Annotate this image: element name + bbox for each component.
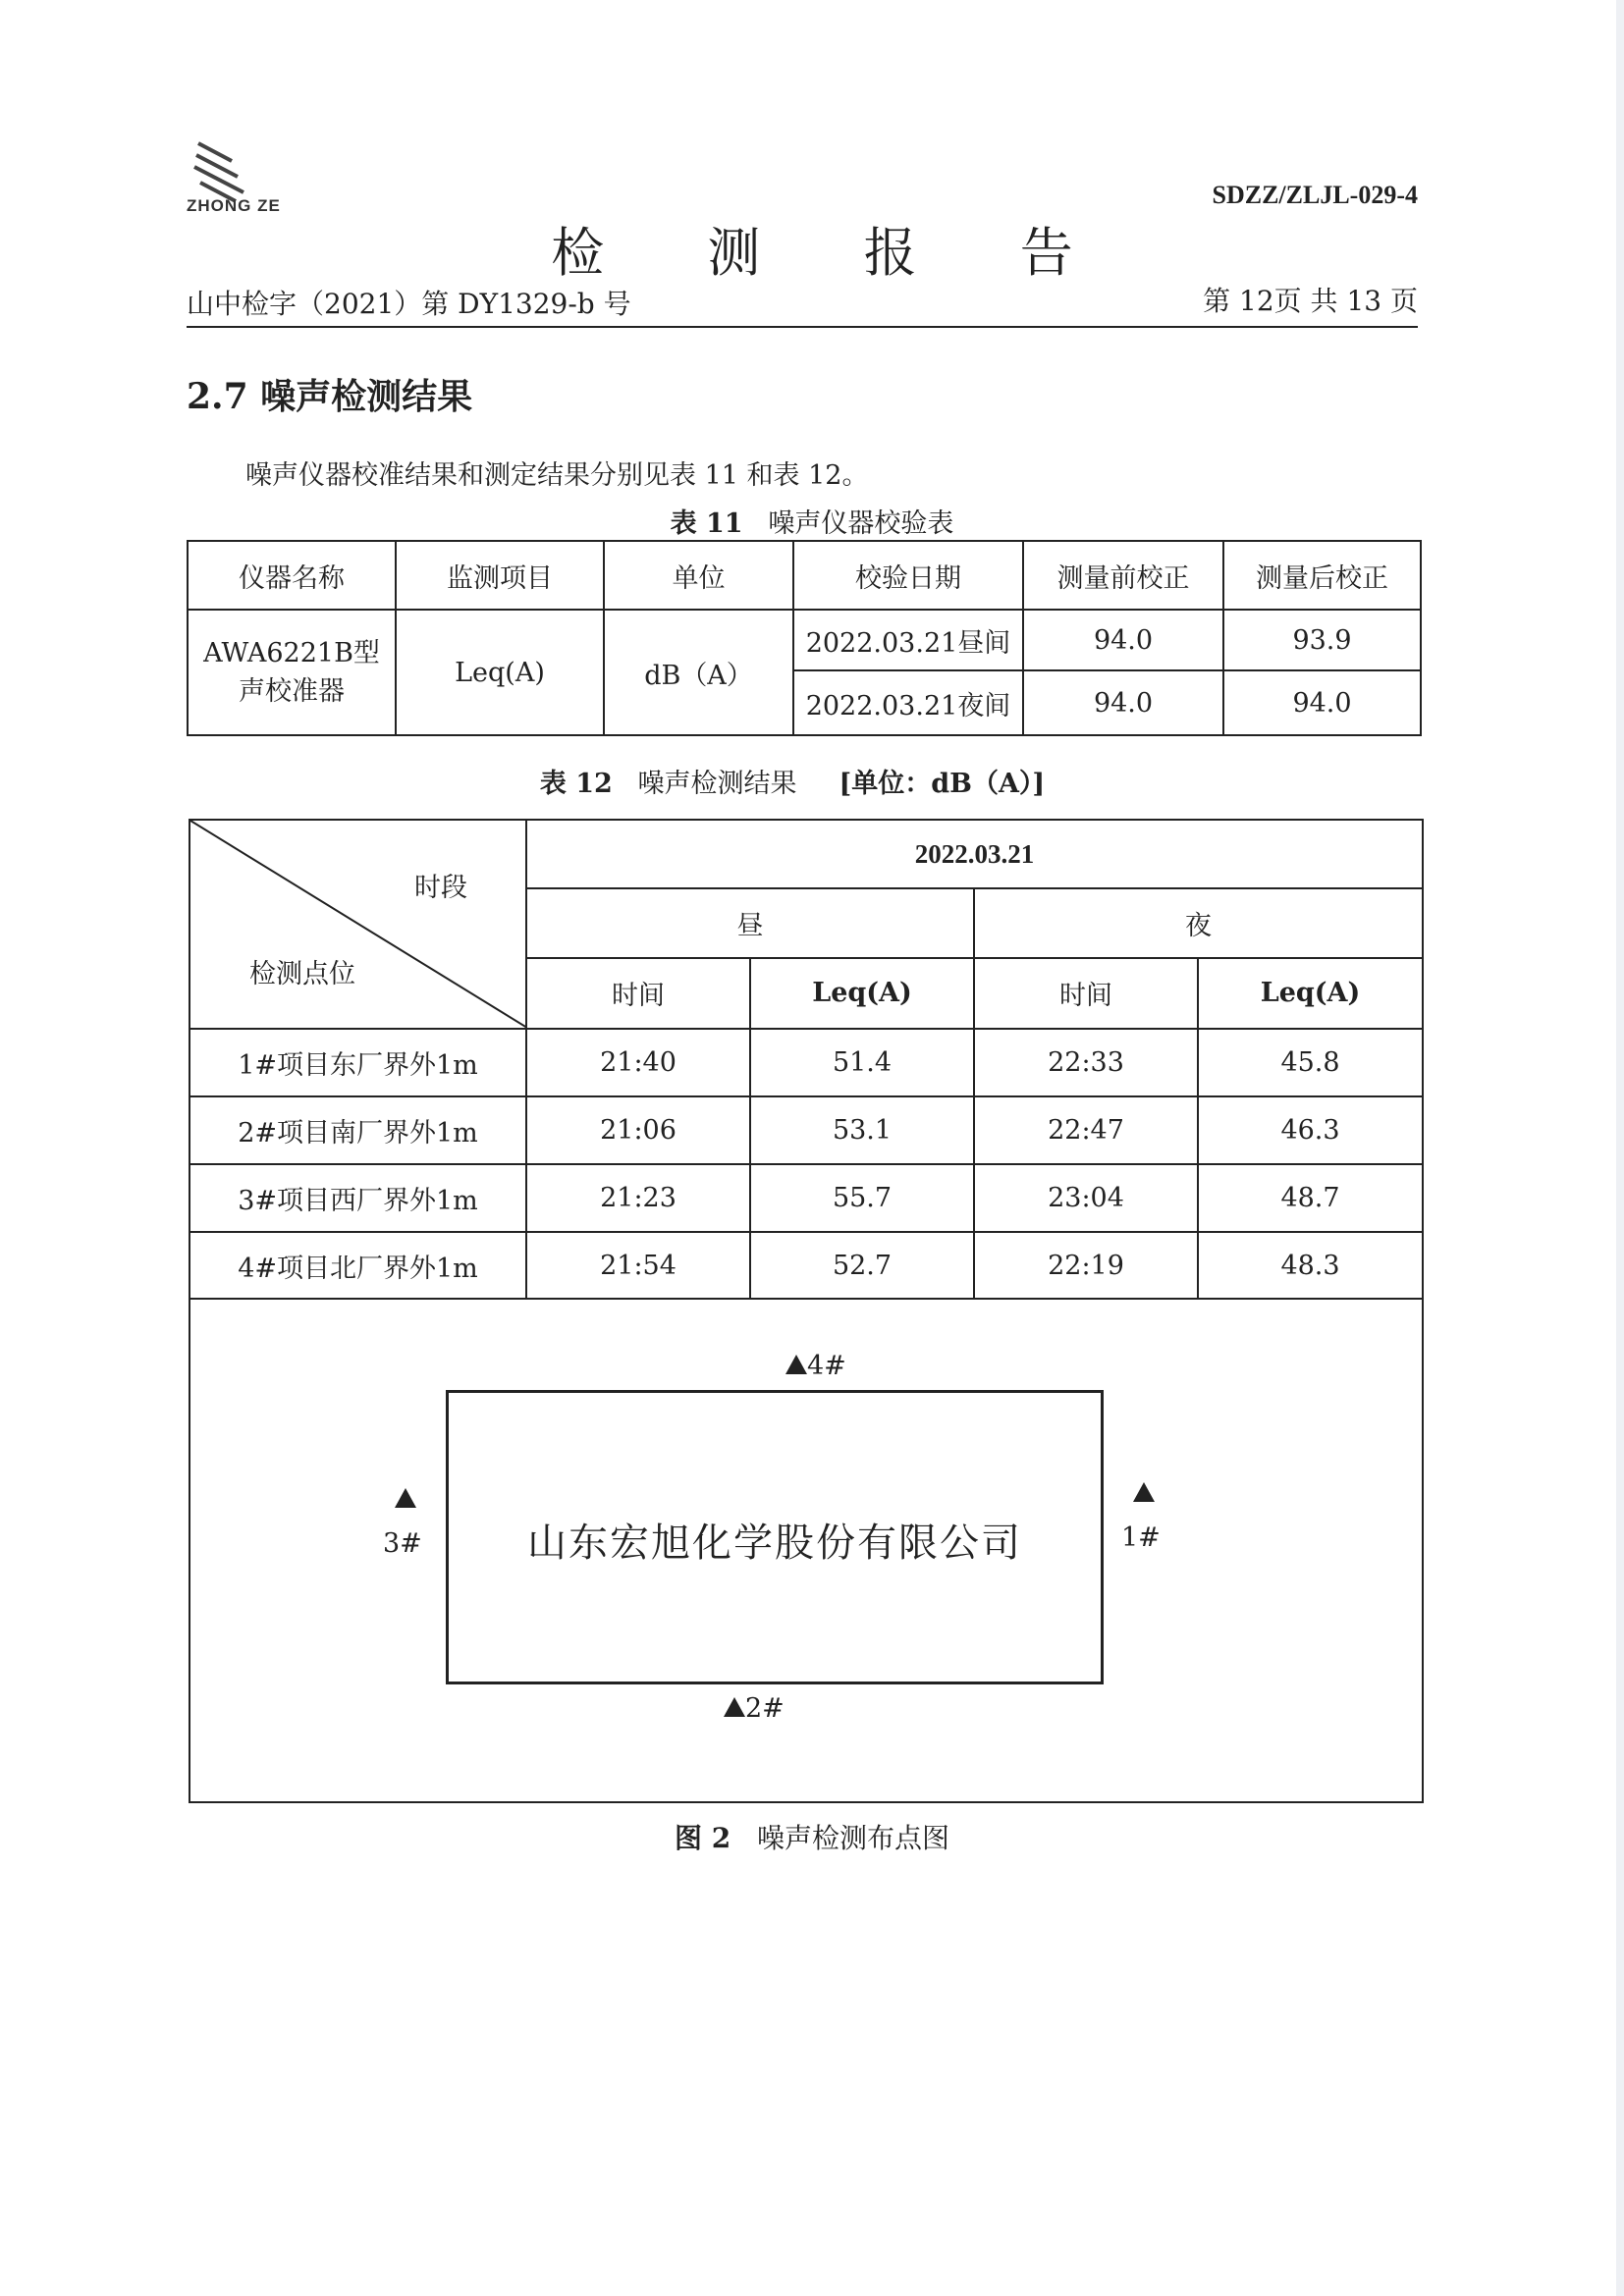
point-cell: 1#项目东厂界外1m [189, 1029, 526, 1096]
table11-caption-text: 噪声仪器校验表 [768, 508, 954, 539]
night-leq-cell: 46.3 [1198, 1096, 1423, 1164]
unit-cell: dB（A） [604, 610, 793, 735]
point-cell: 4#项目北厂界外1m [189, 1232, 526, 1299]
header-cell: 校验日期 [793, 541, 1023, 610]
company-name: 山东宏旭化学股份有限公司 [527, 1521, 1022, 1566]
point-2-label: 2# [745, 1693, 785, 1724]
day-leq-cell: 53.1 [750, 1096, 974, 1164]
monitor-item-cell: Leq(A) [396, 610, 604, 735]
day-time-header: 时间 [526, 958, 750, 1029]
day-leq-cell: 51.4 [750, 1029, 974, 1096]
point-1-marker [1121, 1478, 1161, 1553]
point-label: 检测点位 [249, 959, 355, 989]
triangle-marker-icon [395, 1488, 416, 1508]
point-4-label: 4# [807, 1351, 846, 1381]
date-header: 2022.03.21 [526, 820, 1423, 888]
day-header: 昼 [526, 888, 974, 957]
date-cell: 2022.03.21昼间 [793, 610, 1023, 670]
night-time-cell: 22:33 [974, 1029, 1198, 1096]
before-cell: 94.0 [1023, 610, 1223, 670]
header-cell: 测量后校正 [1223, 541, 1421, 610]
table12-caption [0, 762, 1604, 800]
table-header-row [189, 820, 1423, 888]
point-4-marker [785, 1351, 846, 1381]
noise-results-table [189, 819, 1424, 1300]
day-leq-cell: 52.7 [750, 1232, 974, 1299]
point-cell: 2#项目南厂界外1m [189, 1096, 526, 1164]
document-code: SDZZ/ZLJL-029-4 [1212, 181, 1418, 209]
instrument-model: AWA6221B型 [203, 637, 380, 668]
header-divider [187, 326, 1418, 328]
day-leq-header: Leq(A) [750, 958, 974, 1029]
day-time-cell: 21:40 [526, 1029, 750, 1096]
instrument-type: 声校准器 [239, 676, 345, 707]
triangle-marker-icon [785, 1355, 807, 1374]
page-number: 第 12页 共 13 页 [1203, 285, 1418, 317]
logo-text: ZHONG ZE [187, 196, 281, 215]
day-time-cell: 21:54 [526, 1232, 750, 1299]
night-time-cell: 23:04 [974, 1164, 1198, 1232]
page-edge-strip [1616, 0, 1624, 2296]
table-row [189, 1029, 1423, 1096]
after-cell: 93.9 [1223, 610, 1421, 670]
section-intro: 噪声仪器校准结果和测定结果分别见表 11 和表 12。 [245, 460, 869, 491]
page-title: 检 测 报 告 [551, 222, 1116, 284]
figure-caption [0, 1817, 1624, 1856]
header-cell: 监测项目 [396, 541, 604, 610]
table12-caption-text: 噪声检测结果 [637, 769, 797, 799]
period-label: 时段 [414, 873, 467, 903]
point-3-marker [383, 1484, 422, 1559]
day-time-cell: 21:23 [526, 1164, 750, 1232]
header-cell: 单位 [604, 541, 793, 610]
point-1-label: 1# [1121, 1522, 1161, 1553]
point-2-marker [724, 1693, 785, 1724]
figure-caption-text: 噪声检测布点图 [756, 1822, 949, 1854]
table12-caption-unit: [单位：dB（A）] [839, 769, 1046, 799]
diagonal-line [190, 821, 527, 1028]
section-heading: 2.7 噪声检测结果 [187, 376, 473, 417]
day-time-cell: 21:06 [526, 1096, 750, 1164]
table-header-row [188, 541, 1421, 610]
calibration-table [187, 540, 1422, 736]
table-row [189, 1096, 1423, 1164]
point-3-label: 3# [383, 1528, 422, 1559]
table12-caption-number: 表 12 [539, 769, 613, 799]
table11-caption [0, 502, 1624, 540]
day-leq-cell: 55.7 [750, 1164, 974, 1232]
table-row [189, 1232, 1423, 1299]
table-row [188, 610, 1421, 670]
figure-caption-number: 图 2 [675, 1822, 731, 1854]
date-cell: 2022.03.21夜间 [793, 670, 1023, 735]
night-leq-header: Leq(A) [1198, 958, 1423, 1029]
night-leq-cell: 48.7 [1198, 1164, 1423, 1232]
night-leq-cell: 45.8 [1198, 1029, 1423, 1096]
before-cell: 94.0 [1023, 670, 1223, 735]
diagonal-header-cell [189, 820, 526, 1029]
header-cell: 测量前校正 [1023, 541, 1223, 610]
night-header: 夜 [974, 888, 1423, 957]
table-row [189, 1164, 1423, 1232]
header-cell: 仪器名称 [188, 541, 396, 610]
after-cell: 94.0 [1223, 670, 1421, 735]
triangle-marker-icon [1133, 1482, 1155, 1502]
night-time-header: 时间 [974, 958, 1198, 1029]
report-number: 山中检字（2021）第 DY1329-b 号 [187, 288, 631, 320]
night-leq-cell: 48.3 [1198, 1232, 1423, 1299]
triangle-marker-icon [724, 1697, 745, 1717]
night-time-cell: 22:47 [974, 1096, 1198, 1164]
point-cell: 3#项目西厂界外1m [189, 1164, 526, 1232]
instrument-cell [188, 610, 396, 735]
table11-caption-number: 表 11 [670, 508, 743, 539]
night-time-cell: 22:19 [974, 1232, 1198, 1299]
